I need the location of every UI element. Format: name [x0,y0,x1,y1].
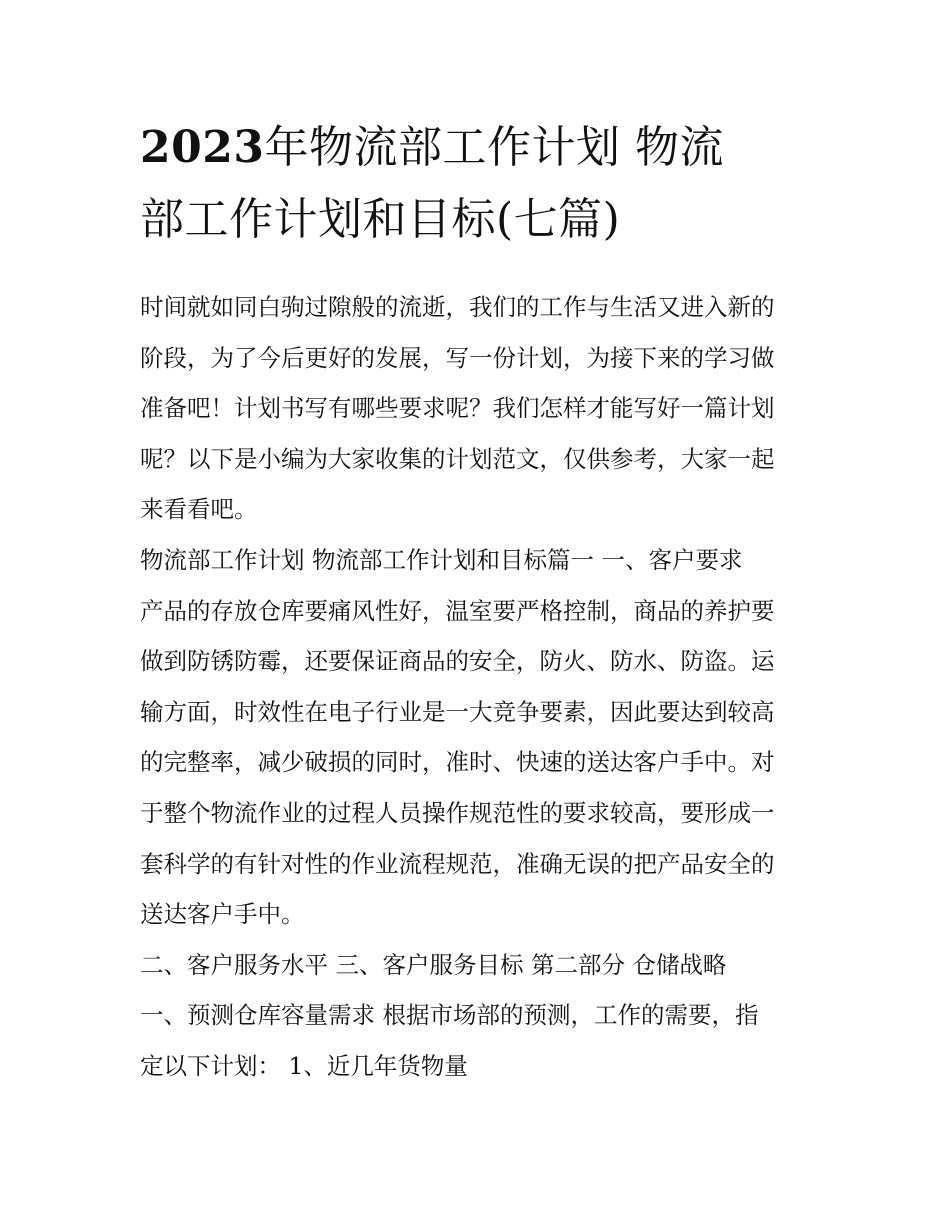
section-heading-line: 二、客户服务水平 三、客户服务目标 第二部分 仓储战略 [140,950,727,979]
body-line: 产品的存放仓库要痛风性好，温室要严格控制，商品的养护要 [140,596,775,625]
intro-line: 时间就如同白驹过隙般的流逝，我们的工作与生活又进入新的 [140,293,775,321]
document-page [140,112,820,1092]
section-heading-line: 物流部工作计划 物流部工作计划和目标篇一 一、客户要求 [140,545,743,574]
body-line: 的完整率，减少破损的同时，准时、快速的送达客户手中。对 [140,748,775,777]
title-line-1-text: 年物流部工作计划 物流 [264,122,724,173]
intro-line: 来看看吧。 [140,495,258,524]
document-title [140,112,820,256]
body-line: 送达客户手中。 [140,900,305,929]
body-line: 于整个物流作业的过程人员操作规范性的要求较高，要形成一 [140,798,775,827]
intro-line: 阶段，为了今后更好的发展，写一份计划，为接下来的学习做 [140,343,775,372]
title-year: 2023 [140,122,265,173]
body-line: 做到防锈防霉，还要保证商品的安全，防火、防水、防盗。运 [140,647,775,676]
intro-line: 呢？以下是小编为大家收集的计划范文，仅供参考，大家一起 [140,444,775,473]
intro-line: 准备吧！计划书写有哪些要求呢？我们怎样才能写好一篇计划 [140,394,775,423]
body-line: 一、预测仓库容量需求 根据市场部的预测，工作的需要，指 [140,1001,759,1030]
body-line: 定以下计划： 1、近几年货物量 [140,1051,468,1080]
title-line-2: 部工作计划和目标(七篇) [140,194,621,245]
document-body [140,282,820,1092]
body-line: 套科学的有针对性的作业流程规范，准确无误的把产品安全的 [140,849,775,878]
body-line: 输方面，时效性在电子行业是一大竞争要素，因此要达到较高 [140,697,775,726]
title-line-1 [140,112,820,184]
